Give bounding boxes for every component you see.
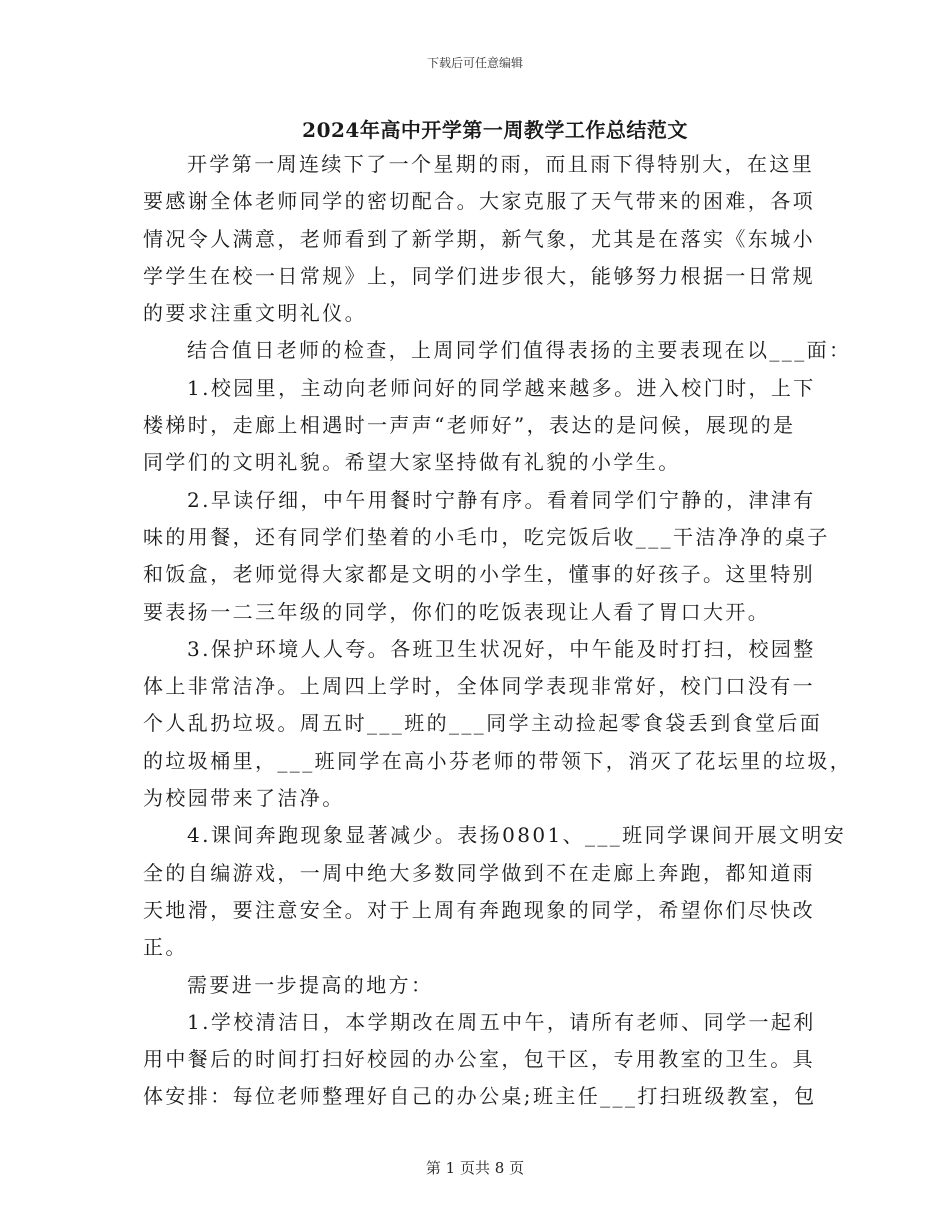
paragraph-item-4 (143, 820, 847, 969)
paragraph-item-3 (143, 634, 853, 820)
paragraph-improvements-heading (143, 970, 815, 1007)
text-line: 个人乱扔垃圾。周五时___班的___同学主动捡起零食袋丢到食堂后面 (143, 711, 823, 736)
paragraph-intro (143, 149, 815, 335)
text-line: 需要进一步提高的地方： (187, 972, 434, 997)
text-line: 1.校园里，主动向老师问好的同学越来越多。进入校门时，上下 (187, 375, 816, 400)
text-line: 结合值日老师的检查，上周同学们值得表扬的主要表现在以___面： (187, 338, 852, 363)
text-line: 开学第一周连续下了一个星期的雨，而且雨下得特别大，在这里 (187, 152, 815, 176)
paragraph-item-1 (143, 373, 815, 485)
text-line: 全的自编游戏，一周中绝大多数同学做到不在走廊上奔跑，都知道雨 (143, 860, 815, 885)
text-line: 学学生在校一日常规》上，同学们进步很大，能够努力根据一日常规 (143, 263, 815, 288)
text-line: 4.课间奔跑现象显著减少。表扬0801、___班同学课间开展文明安 (187, 823, 847, 848)
document-body (143, 149, 853, 1119)
text-line: 1.学校清洁日，本学期改在周五中午，请所有老师、同学一起利 (187, 1009, 816, 1034)
text-line: 体上非常洁净。上周四上学时，全体同学表现非常好，校门口没有一 (143, 674, 815, 699)
text-line: 的要求注重文明礼仪。 (143, 301, 367, 326)
text-line: 和饭盒，老师觉得大家都是文明的小学生，懂事的好孩子。这里特别 (143, 562, 815, 587)
text-line: 的垃圾桶里，___班同学在高小芬老师的带领下，消灭了花坛里的垃圾， (143, 748, 853, 773)
text-line: 楼梯时，走廊上相遇时一声声“老师好”，表达的是问候，展现的是 (143, 413, 796, 438)
text-line: 天地滑，要注意安全。对于上周有奔跑现象的同学，希望你们尽快改 (143, 897, 815, 922)
text-line: 2.早读仔细，中午用餐时宁静有序。看着同学们宁静的，津津有 (187, 487, 816, 512)
page-header: 下载后可任意编辑 (426, 56, 523, 70)
paragraph-summary (143, 335, 852, 372)
text-line: 体安排：每位老师整理好自己的办公桌;班主任___打扫班级教室，包 (143, 1084, 817, 1109)
text-line: 要感谢全体老师同学的密切配合。大家克服了天气带来的困难，各项 (143, 189, 815, 214)
text-line: 正。 (143, 935, 188, 960)
text-line: 味的用餐，还有同学们垫着的小毛巾，吃完饭后收___干洁净净的桌子 (143, 524, 830, 549)
paragraph-item-2 (143, 485, 830, 634)
text-line: 情况令人满意，老师看到了新学期，新气象，尤其是在落实《东城小 (143, 226, 815, 251)
text-line: 为校园带来了洁净。 (143, 786, 345, 811)
paragraph-improvement-1 (143, 1007, 815, 1119)
page-footer: 第 1 页共 8 页 (425, 1159, 525, 1177)
document-title: 2024年高中开学第一周教学工作总结范文 (302, 118, 688, 142)
text-line: 用中餐后的时间打扫好校园的办公室，包干区，专用教室的卫生。具 (143, 1047, 815, 1072)
text-line: 要表扬一二三年级的同学，你们的吃饭表现让人看了胃口大开。 (143, 599, 771, 624)
text-line: 3.保护环境人人夸。各班卫生状况好，中午能及时打扫，校园整 (187, 636, 816, 661)
text-line: 同学们的文明礼貌。希望大家坚持做有礼貌的小学生。 (143, 450, 681, 475)
